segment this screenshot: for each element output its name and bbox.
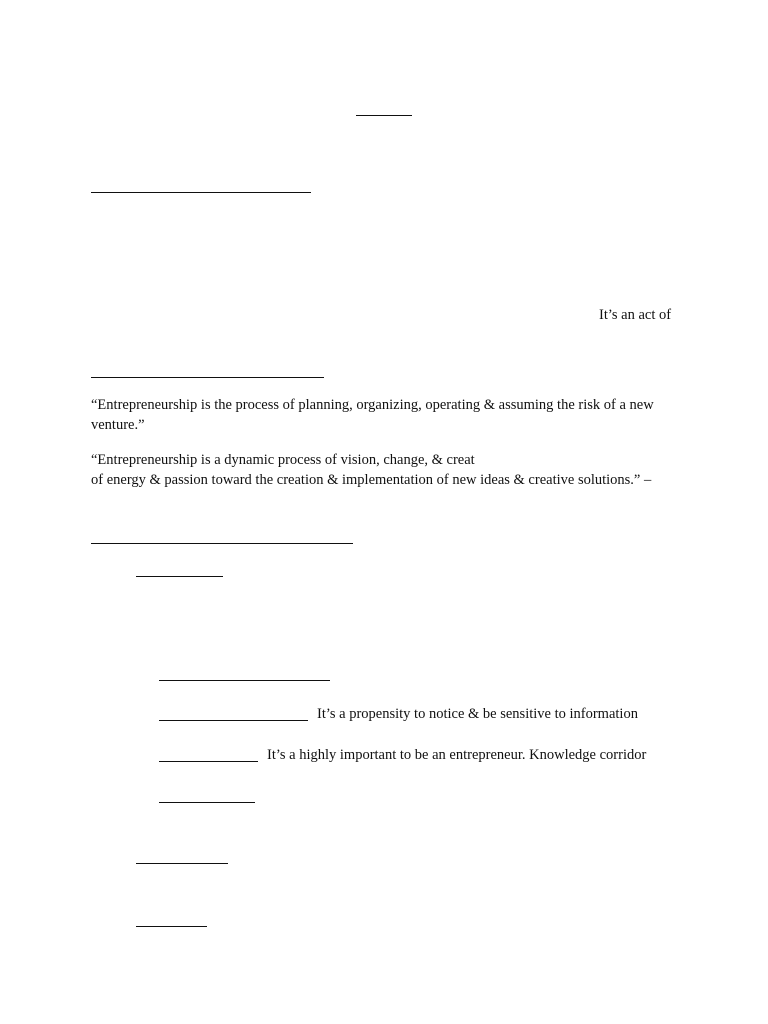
definition-2-line-1: “Entrepreneurship is a dynamic process of vision, change, & creat <box>91 452 475 468</box>
list-item-blank-4 <box>159 802 255 803</box>
list-item-text-3: It’s a highly important to be an entrepreneur. Knowledge corridor <box>267 747 647 763</box>
definition-2-line-2: of energy & passion toward the creation & implementation of new ideas & creative solutions.” – <box>91 472 652 488</box>
list-item-text-2: It’s a propensity to notice & be sensitive to information <box>317 706 638 722</box>
subheading-blank-1 <box>136 576 223 577</box>
characteristics-heading-blank <box>91 543 353 544</box>
definitions-heading-blank <box>91 377 324 378</box>
definition-paragraph-1 <box>91 395 691 435</box>
subheading-blank-3 <box>136 926 207 927</box>
definition-paragraph-2 <box>91 450 691 490</box>
list-item-blank-3 <box>159 761 258 762</box>
act-of-text: It’s an act of <box>599 307 672 323</box>
definition-1-line-1: “Entrepreneurship is the process of planning, organizing, operating & assuming the risk of a new <box>91 397 654 413</box>
list-item-blank-1 <box>159 680 330 681</box>
subheading-blank-2 <box>136 863 228 864</box>
list-item-blank-2 <box>159 720 308 721</box>
title-blank <box>356 115 412 116</box>
definition-1-line-2: venture.” <box>91 417 145 433</box>
section-heading-blank <box>91 192 311 193</box>
